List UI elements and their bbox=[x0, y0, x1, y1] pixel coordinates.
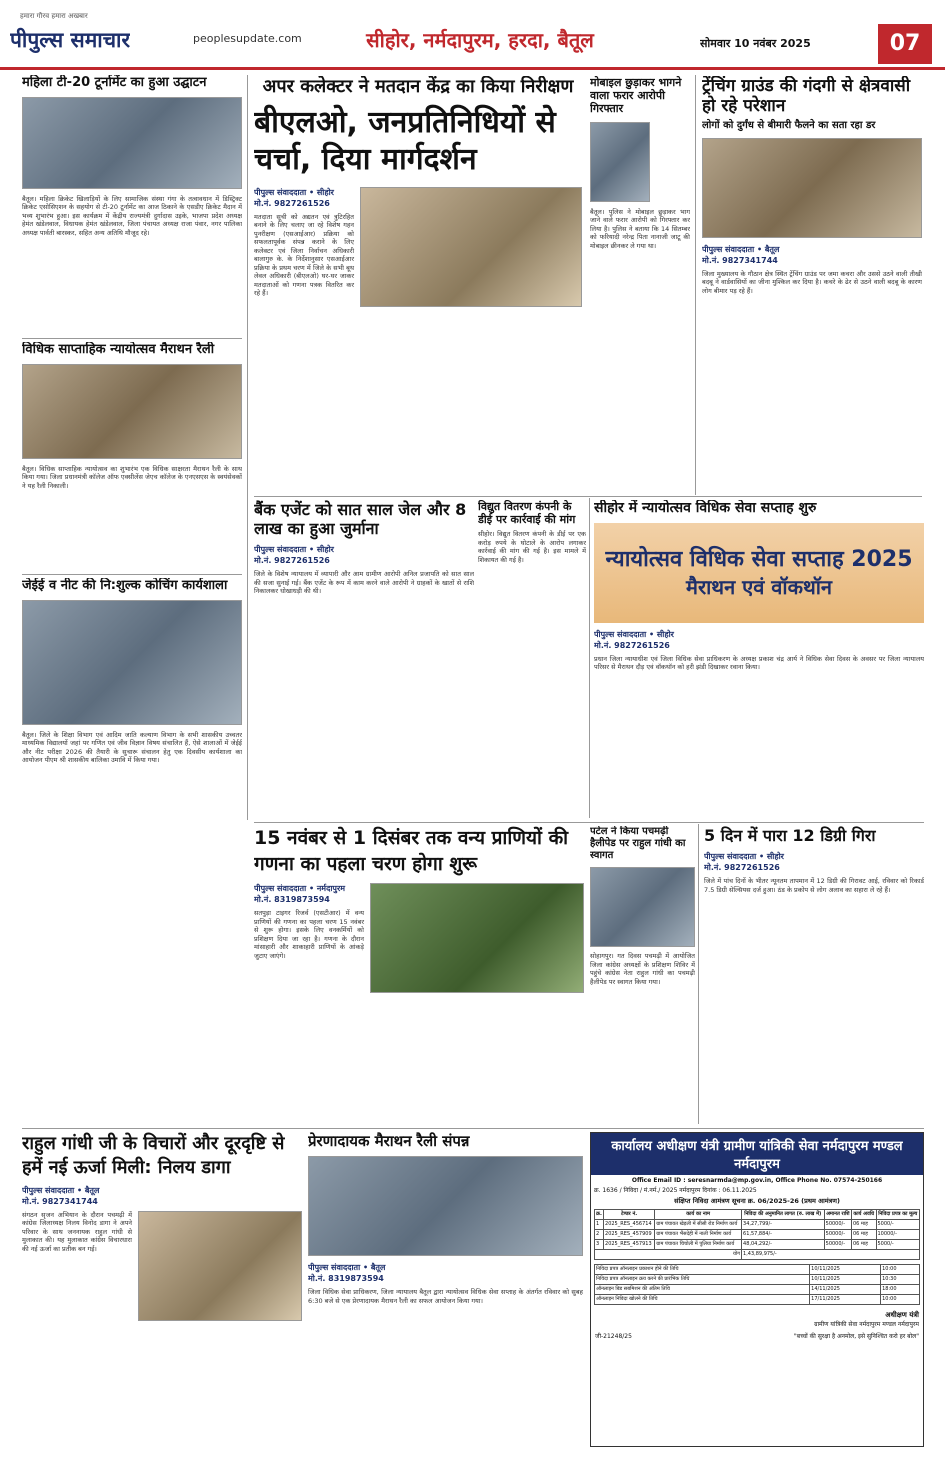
sub-headline: अपर कलेक्टर ने मतदान केंद्र का किया निरीक्षण bbox=[262, 76, 574, 97]
tender-cell: 61,57,884/- bbox=[742, 1230, 825, 1240]
banner-title: न्यायोत्सव विधिक सेवा सप्ताह 2025 bbox=[605, 546, 913, 572]
tender-total-value: 1,43,89,975/- bbox=[742, 1250, 920, 1260]
reporter-mobile: मो.नं. 9827261526 bbox=[594, 640, 670, 650]
schedule-cell: 10/11/2025 bbox=[810, 1265, 881, 1275]
photo bbox=[138, 1211, 302, 1321]
tender-total-row bbox=[595, 1250, 920, 1260]
byline: पीपुल्स संवाददाता • सीहोर bbox=[254, 545, 334, 555]
tender-schedule-table bbox=[594, 1264, 920, 1305]
article-body: प्रधान जिला न्यायाधीश एवं जिला विधिक सेवा प्राधिकरण के अध्यक्ष प्रकाश चंद्र आर्य ने विधिक सेवा दिवस के अवसर पर जिला न्यायालय परिसर से मैराथन दौड़ एवं वॉकथॉन को हरी झंडी दिखाकर रवाना किया। bbox=[594, 654, 924, 672]
headline: बैंक एजेंट को सात साल जेल और 8 लाख का हुआ जुर्माना bbox=[254, 500, 467, 539]
article-bank-agent bbox=[254, 500, 474, 820]
article-body: बैतूल। जिले के शिक्षा विभाग एवं आदिम जाति कल्याण विभाग के सभी शासकीय उच्चतर माध्यमिक विद्यालयों जहां पर गणित एवं जीव विज्ञान विषय संचालित हैं, ऐसे शालाओं में जेईई और नीट परीक्षा 2026 की तैयारी के सुचारू संचालन हेतु एक दिवसीय कार्यशाला का आयोजन पीएम श्री शासकीय बालिका उमावि में किया गया। bbox=[22, 730, 242, 765]
tender-cell: 34,27,799/- bbox=[742, 1220, 825, 1230]
photo bbox=[22, 600, 242, 725]
schedule-cell: निविदा प्रपत्र ऑनलाइन क्रय करने की प्रारंभिक तिथि bbox=[595, 1275, 810, 1285]
photo bbox=[360, 187, 582, 307]
article-body: जिला विधिक सेवा प्राधिकरण, जिला न्यायालय बैतूल द्वारा न्यायोत्सव विधिक सेवा सप्ताह के अंतर्गत रविवार को सुबह 6:30 बजे से एक प्रेरणादायक मैराथन रैली का सफल आयोजन किया गया। bbox=[308, 1288, 583, 1305]
schedule-cell: 18:00 bbox=[881, 1285, 920, 1295]
tender-column-header: टेण्डर नं. bbox=[604, 1210, 655, 1220]
reporter-mobile: मो.नं. 9827261526 bbox=[704, 863, 780, 873]
schedule-cell: 10:00 bbox=[881, 1265, 920, 1275]
reporter-mobile: मो.नं. 9827261526 bbox=[254, 556, 330, 566]
article-body: मतदाता सूची को अद्यतन एवं त्रुटिरहित बनाने के लिए चलाए जा रहे विशेष गहन पुनरीक्षण (एसआईआर) प्रक्रिया को सफलतापूर्वक संपन्न कराने के लिए कलेक्टर एवं जिला निर्वाचन अधिकारी बालागुरु के. के निर्देशानुसार एसआईआर प्रक्रिया के प्रथम चरण में जिले के सभी बूथ लेवल अधिकारी (बीएलओ) घर-घर जाकर मतदाताओं को गणना पत्रक वितरित कर रहे हैं। bbox=[254, 212, 354, 298]
headline: विधिक साप्ताहिक न्यायोत्सव मैराथन रैली bbox=[22, 342, 215, 357]
schedule-cell: 17/11/2025 bbox=[810, 1295, 881, 1305]
reporter-mobile: मो.नं. 8319873594 bbox=[308, 1274, 384, 1283]
tender-cell: 5000/- bbox=[876, 1240, 920, 1250]
headline: विद्युत वितरण कंपनी के डीई पर कार्रवाई की मांग bbox=[478, 500, 576, 527]
tender-column-header: निविदा प्रपत्र का मूल्य bbox=[876, 1210, 920, 1220]
tender-cell: 2025_RES_457909 bbox=[604, 1230, 655, 1240]
event-banner-photo bbox=[594, 523, 924, 623]
article-marathon-rally bbox=[22, 342, 242, 522]
photo bbox=[308, 1156, 583, 1256]
tender-notice-number: संक्षिप्त निविदा आमंत्रण सूचना क्र. 06/2025-26 (प्रथम आमंत्रण) bbox=[674, 1197, 840, 1205]
article-body: संगठन सृजन अभियान के दौरान पचमढ़ी में कांग्रेस जिलाध्यक्ष निलय विनोद डागा ने अपने परिवार के साथ जननायक राहुल गांधी से मुलाकात की। यह मुलाकात कांग्रेस विचारधारा की नई ऊर्जा का प्रतीक बन गई। bbox=[22, 1210, 132, 1253]
schedule-row bbox=[595, 1295, 920, 1305]
byline: पीपुल्स संवाददाता • बैतूल bbox=[702, 244, 780, 254]
headline: ट्रेंचिंग ग्राउंड की गंदगी से क्षेत्रवासी हो रहे परेशान bbox=[702, 76, 911, 117]
article-body: जिला मुख्यालय के गौठान क्षेत्र स्थित ट्रेंचिंग ग्राउंड पर जमा कचरा और उससे उठने वाली तीखी बदबू ने वार्डवासियों का जीना मुश्किल कर दिया है। कचरे के ढेर से उठने वाली बदबू के कारण लोग बीमार पड़ रहे हैं। bbox=[702, 269, 922, 295]
headline: पटेल ने किया पचमढ़ी हैलीपेड पर राहुल गांधी का स्वागत bbox=[590, 826, 686, 861]
tender-row bbox=[595, 1230, 920, 1240]
headline: बीएलओ, जनप्रतिनिधियों से चर्चा, दिया मार्गदर्शन bbox=[254, 104, 556, 178]
divider bbox=[22, 574, 242, 575]
tender-cell: 50000/- bbox=[824, 1220, 851, 1230]
tender-cell: 50000/- bbox=[824, 1240, 851, 1250]
tender-cell: 48,04,292/- bbox=[742, 1240, 825, 1250]
reporter-mobile: मो.नं. 9827341744 bbox=[702, 255, 778, 265]
tender-cell: 1 bbox=[595, 1220, 604, 1230]
article-wildlife bbox=[254, 826, 584, 1126]
schedule-cell: 10:00 bbox=[881, 1295, 920, 1305]
article-marathon-complete bbox=[308, 1132, 583, 1447]
article-t20 bbox=[22, 75, 242, 335]
schedule-cell: ऑनलाइन बिड सबमिशन की अंतिम तिथि bbox=[595, 1285, 810, 1295]
article-blo bbox=[254, 76, 582, 496]
tender-total-label: योग bbox=[595, 1250, 742, 1260]
districts-title: सीहोर, नर्मदापुरम, हरदा, बैतूल bbox=[366, 28, 594, 52]
schedule-cell: 14/11/2025 bbox=[810, 1285, 881, 1295]
newspaper-logo: पीपुल्स समाचार bbox=[10, 27, 131, 52]
byline: पीपुल्स संवाददाता • सीहोर bbox=[594, 629, 674, 639]
byline: पीपुल्स संवाददाता • सीहोर bbox=[254, 187, 334, 197]
tender-column-header: कार्य अवधि bbox=[852, 1210, 877, 1220]
reporter-mobile: मो.नं. 8319873594 bbox=[254, 895, 330, 905]
tender-column-header: निविदा की अनुमानित लागत (रु. लाख में) bbox=[742, 1210, 825, 1220]
tender-cell: 06 माह bbox=[852, 1230, 877, 1240]
masthead bbox=[0, 0, 945, 70]
tender-cell: ग्राम पंचायत चिचोली में पुलिया निर्माण कार्य bbox=[655, 1240, 742, 1250]
photo bbox=[22, 97, 242, 189]
article-body: बैतूल। विधिक साप्ताहिक न्यायोत्सव का शुभारंभ एक विधिक साक्षरता मैराथन रैली के साथ किया गया। जिला प्रधानमंत्री कॉलेज ऑफ एक्सीलेंस जेएच कॉलेज के एनएसएस के स्वयंसेवकों ने यह रैली निकाली। bbox=[22, 464, 242, 490]
article-patel bbox=[590, 826, 695, 1126]
tender-table bbox=[594, 1209, 920, 1260]
tender-cell: 06 माह bbox=[852, 1240, 877, 1250]
photo bbox=[702, 138, 922, 238]
tender-signatory: अधीक्षण यंत्री bbox=[885, 1311, 919, 1319]
article-rahul bbox=[22, 1132, 302, 1447]
tender-cell: 3 bbox=[595, 1240, 604, 1250]
tender-column-header: क्र. bbox=[595, 1210, 604, 1220]
schedule-cell: 10:30 bbox=[881, 1275, 920, 1285]
ad-code: जी-21248/25 bbox=[595, 1333, 632, 1340]
headline: सीहोर में न्यायोत्सव विधिक सेवा सप्ताह शुरु bbox=[594, 500, 817, 516]
byline: पीपुल्स संवाददाता • नर्मदापुरम bbox=[254, 884, 346, 894]
date-line: सोमवार 10 नवंबर 2025 bbox=[700, 37, 811, 50]
headline: 5 दिन में पारा 12 डिग्री गिरा bbox=[704, 826, 876, 845]
article-electricity bbox=[478, 500, 586, 820]
tender-contact: Office Email ID : seresnarmda@mp.gov.in, Office Phone No. 07574-250166 bbox=[631, 1177, 883, 1184]
page-number: 07 bbox=[878, 24, 932, 64]
headline: मोबाइल छुड़ाकर भागने वाला फरार आरोपी गिरफ्तार bbox=[590, 76, 682, 116]
headline: राहुल गांधी जी के विचारों और दूरदृष्टि से हमें नई ऊर्जा मिली: निलय डागा bbox=[22, 1133, 285, 1179]
tender-column-header: अमानत राशि bbox=[824, 1210, 851, 1220]
article-body: सीहोर। विद्युत वितरण कंपनी के डीई पर एक करोड़ रुपये के घोटाले के आरोप लगाकर कार्रवाई की मांग की गई है। इस मामले में शिकायत की गई है। bbox=[478, 530, 586, 564]
byline: पीपुल्स संवाददाता • सीहोर bbox=[704, 852, 784, 862]
tender-title: कार्यालय अधीक्षण यंत्री ग्रामीण यांत्रिकी सेवा नर्मदापुरम मण्डल नर्मदापुरम bbox=[591, 1133, 923, 1175]
tender-cell: 50000/- bbox=[824, 1230, 851, 1240]
headline: प्रेरणादायक मैराथन रैली संपन्न bbox=[308, 1132, 470, 1150]
column-divider bbox=[589, 498, 590, 818]
article-temperature bbox=[704, 826, 924, 1126]
tender-cell: 06 माह bbox=[852, 1220, 877, 1230]
tender-cell: 5000/- bbox=[876, 1220, 920, 1230]
article-mobile-thief bbox=[590, 76, 690, 496]
divider bbox=[22, 338, 242, 339]
reporter-mobile: मो.नं. 9827261526 bbox=[254, 198, 330, 208]
divider bbox=[254, 822, 924, 823]
article-sehore-week bbox=[594, 500, 924, 820]
article-body: सोहागपुर। गत दिवस पचमढ़ी में आयोजित जिला कांग्रेस अध्यक्षों के प्रशिक्षण शिविर में पहुंचे कांग्रेस नेता राहुल गांधी का पचमढ़ी हैलीपेड पर स्वागत किया गया। bbox=[590, 952, 695, 986]
article-body: सतपुड़ा टाइगर रिजर्व (एसटीआर) में वन्य प्राणियों की गणना का पहला चरण 15 नवंबर से शुरू होगा। इसके लिए वनकर्मियों को प्रशिक्षण दिया जा रहा है। गणना के दौरान मांसाहारी और शाकाहारी प्राणियों के आंकड़े जुटाए जाएंगे। bbox=[254, 909, 364, 960]
tender-cell: ग्राम पंचायत खेड़ली में सीसी रोड निर्माण कार्य bbox=[655, 1220, 742, 1230]
headline: महिला टी-20 टूर्नामेंट का हुआ उद्घाटन bbox=[22, 75, 207, 90]
article-body: बैतूल। महिला क्रिकेट खिलाड़ियों के लिए सामाजिक संस्था गंगा के तत्वावधान में डिस्ट्रिक्ट क्रिकेट एसोसिएशन के सहयोग से टी-20 टूर्नामेंट का आज ठिकाने के एसडीए क्रिकेट मैदान में भव्य शुभारंभ हुआ। इस कार्यक्रम में केंद्रीय राज्यमंत्री दुर्गादास उइके, भाजपा प्रदेश अध्यक्ष हेमंत खंडेलवाल, विधायक हेमंत खंडेलवाल, जिला पंचायत अध्यक्ष राजा पंवार, नगर पालिका अध्यक्ष पार्वती बारस्कर, सहित अन्य अतिथि मौजूद रहे। bbox=[22, 194, 242, 237]
photo bbox=[590, 867, 695, 947]
schedule-cell: ऑनलाइन निविदा खोलने की तिथि bbox=[595, 1295, 810, 1305]
tender-row bbox=[595, 1240, 920, 1250]
article-body: जिले में पांच दिनों के भीतर न्यूनतम तापमान में 12 डिग्री की गिरावट आई, रविवार को रिकार्ड 7.5 डिग्री सेल्सियस दर्ज हुआ। ठंड के प्रकोप से लोग अलाव का सहारा ले रहे हैं। bbox=[704, 877, 924, 894]
schedule-row bbox=[595, 1285, 920, 1295]
divider bbox=[22, 1128, 924, 1129]
column-divider bbox=[247, 75, 248, 820]
article-coaching bbox=[22, 578, 242, 998]
schedule-row bbox=[595, 1265, 920, 1275]
website-link[interactable]: peoplesupdate.com bbox=[193, 32, 302, 45]
article-body: बैतूल। पुलिस ने मोबाइल छुड़ाकर भाग जाने वाले फरार आरोपी को गिरफ्तार कर लिया है। पुलिस ने बताया कि 14 सितम्बर को फरियादी नरेन्द्र पिता नानाजी जाटू की मोबाइल छीनकर ले गया था। bbox=[590, 207, 690, 250]
tagline: हमारा गौरव हमारा अखबार bbox=[20, 12, 88, 20]
sub-headline: लोगों को दुर्गंध से बीमारी फैलने का सता रहा डर bbox=[702, 119, 876, 131]
headline: 15 नवंबर से 1 दिसंबर तक वन्य प्राणियों की गणना का पहला चरण होगा शुरू bbox=[254, 827, 569, 875]
slogan: "बच्चों की सुरक्षा है अनमोल, इसे सुनिश्चित करो हर बोल" bbox=[793, 1333, 919, 1340]
tender-signatory-office: ग्रामीण यांत्रिकी सेवा नर्मदापुरम मण्डल नर्मदापुरम bbox=[814, 1321, 919, 1328]
byline: पीपुल्स संवाददाता • बैतूल bbox=[22, 1185, 100, 1195]
tender-notice bbox=[590, 1132, 924, 1447]
column-divider bbox=[695, 75, 696, 495]
photo bbox=[370, 883, 584, 993]
reporter-mobile: मो.नं. 9827341744 bbox=[22, 1196, 98, 1206]
article-trenching bbox=[702, 76, 922, 496]
schedule-cell: 10/11/2025 bbox=[810, 1275, 881, 1285]
tender-cell: 2 bbox=[595, 1230, 604, 1240]
schedule-cell: निविदा प्रपत्र ऑनलाइन प्रकाशन होने की तिथि bbox=[595, 1265, 810, 1275]
tender-cell: 10000/- bbox=[876, 1230, 920, 1240]
tender-cell: 2025_RES_456714 bbox=[604, 1220, 655, 1230]
tender-cell: ग्राम पंचायत भैंसदेही में नाली निर्माण कार्य bbox=[655, 1230, 742, 1240]
photo bbox=[590, 122, 650, 202]
column-divider bbox=[698, 824, 699, 1124]
tender-column-header: कार्य का नाम bbox=[655, 1210, 742, 1220]
headline: जेईई व नीट की नि:शुल्क कोचिंग कार्यशाला bbox=[22, 578, 228, 593]
article-body: जिले के विशेष न्यायालय में व्यापारी और आम ग्रामीण आरोपी अनिल प्रजापति को सात साल की सजा सुनाई गई। बैंक एजेंट के रूप में काम करने वाले आरोपी ने ग्राहकों के खातों से राशि निकालकर धोखाधड़ी की थी। bbox=[254, 570, 474, 596]
photo bbox=[22, 364, 242, 459]
banner-subtitle: मैराथन एवं वॉकथॉन bbox=[685, 574, 833, 599]
divider bbox=[254, 496, 922, 497]
schedule-row bbox=[595, 1275, 920, 1285]
tender-ref: क्र. 1636 / निविदा / मं.नर्म./ 2025 नर्मदापुरम दिनांक : 06.11.2025 bbox=[594, 1187, 757, 1194]
tender-row bbox=[595, 1220, 920, 1230]
tender-cell: 2025_RES_457913 bbox=[604, 1240, 655, 1250]
byline: पीपुल्स संवाददाता • बैतूल bbox=[308, 1263, 386, 1272]
